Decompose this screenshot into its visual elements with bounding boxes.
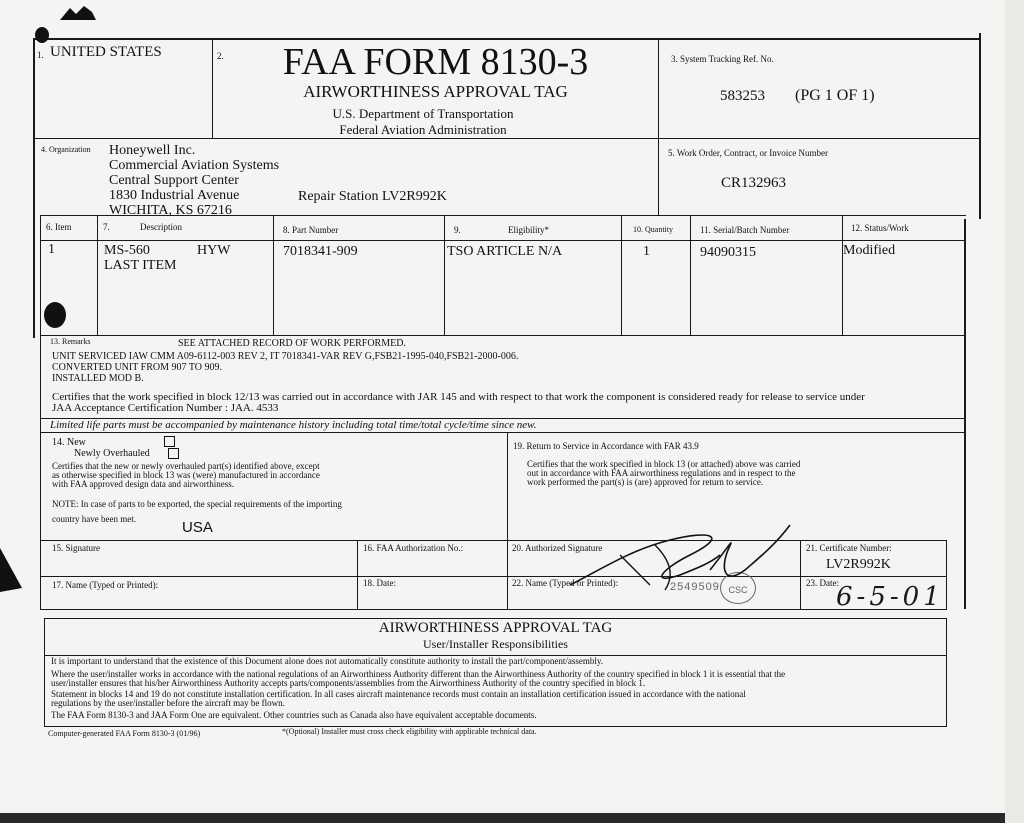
b2-num: 2. <box>217 51 224 61</box>
b14-cert-line: Certifies that the new or newly overhauled part(s) identified above, except <box>52 461 320 471</box>
resp-para: regulations by the user/installer before the aircraft may be flown. <box>51 698 285 708</box>
b19-cert: work performed the part(s) is (are) approved for return to service. <box>527 477 764 487</box>
authorized-signature <box>560 515 800 605</box>
b14-cert-line: as otherwise specified in block 13 was (were) manufactured in accordance <box>52 470 320 480</box>
b5-label: 5. Work Order, Contract, or Invoice Number <box>668 148 828 158</box>
row-desc: MS-560 <box>104 243 150 258</box>
b20-label: 20. Authorized Signature <box>512 543 603 553</box>
handwritten-date: 6-5-01 <box>836 582 944 612</box>
col-right-sig <box>946 540 947 610</box>
divider-row4 <box>40 335 966 336</box>
organization-line: 1830 Industrial Avenue <box>109 188 240 203</box>
form-title: FAA FORM 8130-3 <box>282 41 589 83</box>
divider-bottom <box>40 609 947 610</box>
resp-para: Statement in blocks 14 and 19 do not constitute installation certification. In all cases aircraft maintenance records must contain an installation certification issued in accordance with the national <box>51 689 746 699</box>
b19-label: 19. Return to Service in Accordance with FAR 43.9 <box>513 441 699 451</box>
frame-right <box>964 219 966 609</box>
row-desc-2: LAST ITEM <box>104 258 177 273</box>
repair-station: Repair Station LV2R992K <box>298 189 447 204</box>
hdr-part: 8. Part Number <box>283 225 339 235</box>
row-desc-code: HYW <box>197 243 231 258</box>
b22-label: 22. Name (Typed or Printed): <box>512 578 619 588</box>
resp-para: user/installer ensures that his/her Airworthiness Authority accepts parts/components/assemblies from the Airworthiness Authority of the country specified in block 1. <box>51 678 646 688</box>
divider-limited <box>40 432 966 433</box>
b15-label: 15. Signature <box>52 543 100 553</box>
row-eligibility: TSO ARTICLE N/A <box>447 244 563 259</box>
b19-cert: out in accordance with FAA airworthiness regulations and in respect to the <box>527 468 796 478</box>
hdr-elig: Eligibility* <box>508 225 550 235</box>
new-checkbox[interactable] <box>164 436 175 447</box>
resp-para: Where the user/installer works in accordance with the national regulations of an Airworthiness Authority different than the Airworthiness Authority of the country specified in block 1 it is essential that the <box>51 669 786 679</box>
remarks-heading: SEE ATTACHED RECORD OF WORK PERFORMED. <box>178 338 406 349</box>
ink-smudge <box>56 2 102 24</box>
export-note: NOTE: In case of parts to be exported, the special requirements of the importing <box>52 499 342 509</box>
col-serial <box>842 215 843 335</box>
col-desc <box>273 215 274 335</box>
department: U.S. Department of Transportation <box>332 106 514 121</box>
b16-label: 16. FAA Authorization No.: <box>363 543 464 553</box>
overhauled-label: Newly Overhauled <box>74 448 150 459</box>
remarks-line: UNIT SERVICED IAW CMM A09-6112-003 REV 2, IT 7018341-VAR REV G,FSB21-1995-040,FSB21-2000-006. <box>52 351 519 362</box>
row-serial: 94090315 <box>700 245 756 260</box>
overhauled-checkbox[interactable] <box>168 448 179 459</box>
row-status: Modified <box>843 243 896 258</box>
page-edge <box>1005 0 1024 823</box>
torn-corner <box>0 548 26 592</box>
b14-cert-line: with FAA approved design data and airworthiness. <box>52 479 235 489</box>
b18-label: 18. Date: <box>363 578 396 588</box>
certificate-number: LV2R992K <box>826 557 891 572</box>
b13-label: 13. Remarks <box>50 337 91 346</box>
col-part <box>444 215 445 335</box>
inspector-stamp-circle: CSC <box>720 572 756 604</box>
resp-para: It is important to understand that the existence of this Document alone does not automatically constitute authority to install the part/component/assembly. <box>51 656 604 666</box>
page-indicator: (PG 1 OF 1) <box>795 87 875 104</box>
b19-cert: Certifies that the work specified in block 13 (or attached) above was carried <box>527 459 801 469</box>
country-name: UNITED STATES <box>50 44 162 60</box>
footer-form-id: Computer-generated FAA Form 8130-3 (01/96) <box>48 729 201 738</box>
frame-left <box>33 38 35 338</box>
inspector-stamp: 2549509 <box>670 581 720 593</box>
resp-title: AIRWORTHINESS APPROVAL TAG <box>378 620 613 636</box>
b14-new <box>52 438 86 448</box>
hdr-desc: Description <box>140 222 182 232</box>
col-qty <box>690 215 691 335</box>
hdr-elig-num: 9. <box>454 225 461 235</box>
frame-right-upper <box>979 33 981 219</box>
export-note: country have been met. <box>52 514 136 524</box>
frame-left-lower <box>40 215 41 610</box>
hdr-qty: 10. Quantity <box>633 225 673 234</box>
hdr-serial: 11. Serial/Batch Number <box>700 225 790 235</box>
resp-para: The FAA Form 8130-3 and JAA Form One are equivalent. Other countries such as Canada also have equivalent acceptable documents. <box>51 710 537 720</box>
frame-top <box>33 38 981 40</box>
hdr-desc-num: 7. <box>103 222 110 232</box>
agency: Federal Aviation Administration <box>339 122 507 137</box>
organization-line: Honeywell Inc. <box>109 143 196 158</box>
hdr-item: 6. Item <box>46 222 72 232</box>
b1-num: 1. <box>37 50 44 60</box>
row-item: 1 <box>48 242 55 257</box>
divider-row3 <box>40 240 966 241</box>
b3-label: 3. System Tracking Ref. No. <box>671 54 774 64</box>
resp-subtitle: User/Installer Responsibilities <box>423 637 568 651</box>
organization-line: Central Support Center <box>109 173 239 188</box>
work-order-number: CR132963 <box>721 175 787 191</box>
resp-top <box>44 618 947 619</box>
tracking-number: 583253 <box>720 88 765 104</box>
footer-note: *(Optional) Installer must cross check eligibility with applicable technical data. <box>282 727 537 736</box>
form-subtitle: AIRWORTHINESS APPROVAL TAG <box>303 82 568 101</box>
row-part-number: 7018341-909 <box>283 244 358 259</box>
divider-row1 <box>33 138 981 139</box>
remarks-line: CONVERTED UNIT FROM 907 TO 909. <box>52 362 222 373</box>
b23-label: 23. Date: <box>806 578 839 588</box>
col-16 <box>357 540 358 610</box>
b21-label: 21. Certificate Number: <box>806 543 892 553</box>
export-country: USA <box>182 519 213 536</box>
ink-spot <box>35 27 49 43</box>
col-item <box>97 215 98 335</box>
divider-sig <box>40 540 947 541</box>
organization-line: WICHITA, KS 67216 <box>109 203 232 218</box>
col-elig <box>621 215 622 335</box>
b4-label: 4. Organization <box>41 145 91 154</box>
row-quantity: 1 <box>643 244 650 259</box>
organization-line: Commercial Aviation Systems <box>109 158 280 173</box>
col-21 <box>800 540 801 610</box>
new-label: 14. New <box>52 437 86 448</box>
hdr-status: 12. Status/Work <box>851 223 909 233</box>
b17-label: 17. Name (Typed or Printed): <box>52 580 159 590</box>
limited-life-note: Limited life parts must be accompanied by maintenance history including total time/total cycle/time since new. <box>50 419 537 431</box>
col-b3 <box>658 38 659 215</box>
remarks-jaa: JAA Acceptance Certification Number : JAA. 4533 <box>52 402 279 414</box>
ink-spot <box>44 302 66 328</box>
remarks-cert: Certifies that the work specified in block 12/13 was carried out in accordance with JAR 145 and with respect to that work the component is considered ready for release to service under <box>52 391 865 403</box>
divider-name <box>40 576 947 577</box>
remarks-line: INSTALLED MOD B. <box>52 373 144 384</box>
col-mid <box>507 432 508 610</box>
